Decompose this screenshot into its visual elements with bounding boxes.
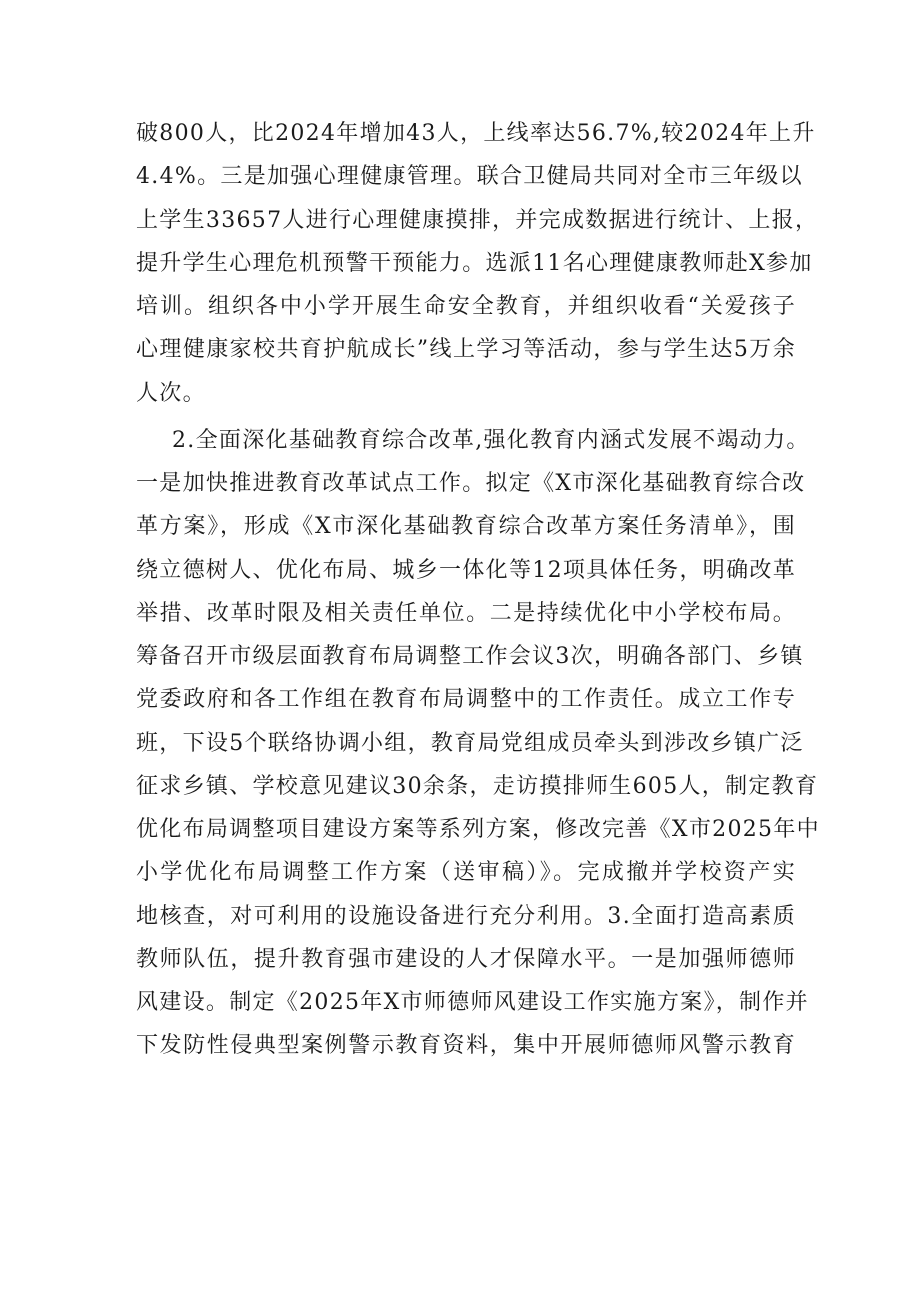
section-heading-line: 2.全面深化基础教育综合改革,强化教育内涵式发展不竭动力。 (172, 427, 810, 453)
document-body (136, 112, 820, 1111)
text-line: 班，下设5个联络协调小组，教育局党组成员牵头到涉改乡镇广泛 (136, 730, 804, 756)
text-line: 优化布局调整项目建设方案等系列方案，修改完善《X市2025年中 (136, 817, 820, 842)
text-line: 筹备召开市级层面教育布局调整工作会议3次，明确各部门、乡镇 (136, 644, 804, 669)
paragraph-mental-health (136, 112, 819, 415)
text-line: 征求乡镇、学校意见建议30余条，走访摸排师生605人，制定教育 (136, 773, 819, 799)
text-line: 上学生33657人进行心理健康摸排，并完成数据进行统计、上报， (136, 207, 819, 233)
text-line: 心理健康家校共育护航成长”线上学习等活动，参与学生达5万余 (136, 337, 796, 363)
text-line: 党委政府和各工作组在教育布局调整中的工作责任。成立工作专 (136, 687, 796, 713)
text-line: 革方案》，形成《X市深化基础教育综合改革方案任务清单》，围 (136, 514, 796, 540)
text-line: 一是加快推进教育改革试点工作。拟定《X市深化基础教育综合改 (136, 471, 806, 496)
text-line (136, 1068, 796, 1111)
text-line: 破800人，比2024年增加43人，上线率达56.7%,较2024年上升 (136, 121, 816, 146)
text-line: 下发防性侵典型案例警示教育资料，集中开展师德师风警示教育 (136, 1033, 796, 1059)
text-line: 风建设。制定《2025年X市师德师风建设工作实施方案》，制作并 (136, 990, 809, 1015)
paragraph-education-reform (136, 419, 820, 1111)
text-line: 人次。 (136, 380, 206, 406)
text-line: 培训。组织各中小学开展生命安全教育，并组织收看“关爱孩子 (136, 294, 796, 319)
text-line: 提升学生心理危机预警干预能力。选派11名心理健康教师赴X参加 (136, 250, 813, 276)
text-line: 举措、改革时限及相关责任单位。二是持续优化中小学校布局。 (136, 600, 796, 626)
text-line: 地核查，对可利用的设施设备进行充分利用。3.全面打造高素质 (136, 903, 796, 929)
text-line: 小学优化布局调整工作方案（送审稿）》。完成撤并学校资产实 (136, 860, 796, 886)
text-line: 4.4%。三是加强心理健康管理。联合卫健局共同对全市三年级以 (136, 164, 803, 190)
text-line: 教师队伍，提升教育强市建设的人才保障水平。一是加强师德师 (136, 946, 796, 972)
text-line: 绕立德树人、优化布局、城乡一体化等12项具体任务，明确改革 (136, 557, 796, 583)
